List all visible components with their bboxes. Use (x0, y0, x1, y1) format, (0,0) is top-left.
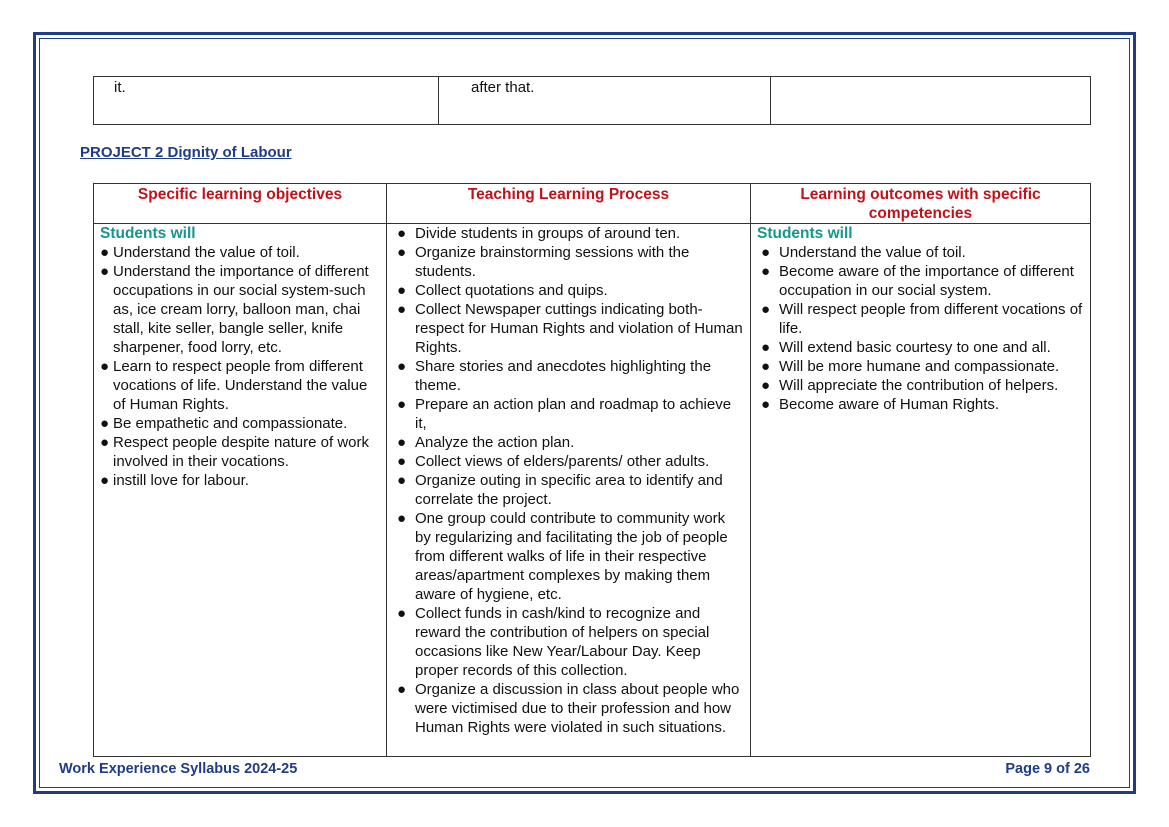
list-item: ● Analyze the action plan. (397, 434, 575, 451)
header-process: Teaching Learning Process (387, 184, 751, 224)
list-item: ● Will be more humane and compassionate. (761, 358, 1060, 375)
bullet-icon: ● (397, 453, 407, 470)
table-cell (771, 77, 1091, 125)
table-row (94, 224, 1091, 757)
list-item: ● Be empathetic and compassionate. (100, 415, 348, 432)
bullet-icon: ● (100, 263, 110, 280)
bullet-icon: ● (100, 434, 110, 451)
bullet-icon: ● (397, 282, 407, 299)
list-item: ● Understand the importance of different occupations in our social system-such as, ice cream lorry, balloon man, chai stall, kite seller, bangle seller, knife sharpener, food lorry, etc. (100, 263, 369, 356)
bullet-icon: ● (761, 301, 771, 318)
bullet-icon: ● (397, 396, 407, 413)
process-list (393, 224, 744, 737)
bullet-icon: ● (100, 415, 110, 432)
bullet-icon: ● (761, 263, 771, 280)
outcomes-cell (751, 224, 1091, 757)
bullet-icon: ● (397, 510, 407, 527)
bullet-icon: ● (397, 358, 407, 375)
objectives-list (100, 243, 380, 490)
continuation-table (93, 76, 1091, 125)
list-item: ● Collect funds in cash/kind to recognize and reward the contribution of helpers on special occasions like New Year/Labour Day. Keep proper records of this collection. (397, 605, 710, 679)
bullet-icon: ● (397, 681, 407, 698)
bullet-icon: ● (761, 339, 771, 356)
bullet-icon: ● (397, 434, 407, 451)
bullet-icon: ● (397, 244, 407, 261)
bullet-icon: ● (761, 244, 771, 261)
bullet-icon: ● (397, 472, 407, 489)
footer-title: Work Experience Syllabus 2024-25 (59, 761, 298, 777)
table-header-row (94, 184, 1091, 224)
list-item: ● Will extend basic courtesy to one and all. (761, 339, 1051, 356)
bullet-icon: ● (397, 301, 407, 318)
outcomes-list (757, 243, 1084, 414)
table-cell: it. (94, 77, 439, 125)
project-title: PROJECT 2 Dignity of Labour (80, 144, 292, 161)
list-item: ● Become aware of the importance of different occupation in our social system. (761, 263, 1074, 299)
bullet-icon: ● (397, 605, 407, 622)
list-item: ● Respect people despite nature of work involved in their vocations. (100, 434, 369, 470)
bullet-icon: ● (100, 358, 110, 375)
bullet-icon: ● (761, 377, 771, 394)
table-row (94, 77, 1091, 125)
list-item: ● Learn to respect people from different vocations of life. Understand the value of Human Rights. (100, 358, 368, 413)
list-item: ● Prepare an action plan and roadmap to achieve it, (397, 396, 732, 432)
header-outcomes: Learning outcomes with specific competencies (751, 184, 1091, 224)
list-item: ● Become aware of Human Rights. (761, 396, 1000, 413)
bullet-icon: ● (761, 396, 771, 413)
list-item: ● Collect quotations and quips. (397, 282, 608, 299)
list-item: ● Share stories and anecdotes highlighting the theme. (397, 358, 712, 394)
bullet-icon: ● (761, 358, 771, 375)
list-item: ● Collect views of elders/parents/ other adults. (397, 453, 710, 470)
project-table (93, 183, 1091, 757)
list-item: ● Will respect people from different vocations of life. (761, 301, 1083, 337)
bullet-icon: ● (100, 244, 110, 261)
bullet-icon: ● (397, 225, 407, 242)
list-item: ● Understand the value of toil. (100, 244, 300, 261)
list-item: ● One group could contribute to community work by regularizing and facilitating the job of people from different walks of life in their respective areas/apartment complexes by making them aware of hygiene, etc. (397, 510, 728, 603)
process-cell (387, 224, 751, 757)
page-number: Page 9 of 26 (1005, 761, 1090, 777)
objectives-cell (94, 224, 387, 757)
list-item: ● Understand the value of toil. (761, 244, 966, 261)
list-item: ● instill love for labour. (100, 472, 249, 489)
table-cell: after that. (439, 77, 771, 125)
bullet-icon: ● (100, 472, 110, 489)
list-item: ● Organize brainstorming sessions with the students. (397, 244, 690, 280)
list-item: ● Will appreciate the contribution of helpers. (761, 377, 1059, 394)
list-item: ● Organize a discussion in class about people who were victimised due to their profession and how Human Rights were violated in such situations. (397, 681, 740, 736)
list-item: ● Divide students in groups of around ten. (397, 225, 681, 242)
header-objectives: Specific learning objectives (94, 184, 387, 224)
outcomes-lead: Students will (757, 225, 853, 242)
list-item: ● Organize outing in specific area to identify and correlate the project. (397, 472, 723, 508)
objectives-lead: Students will (100, 225, 196, 242)
list-item: ● Collect Newspaper cuttings indicating both-respect for Human Rights and violation of Human Rights. (397, 301, 743, 356)
